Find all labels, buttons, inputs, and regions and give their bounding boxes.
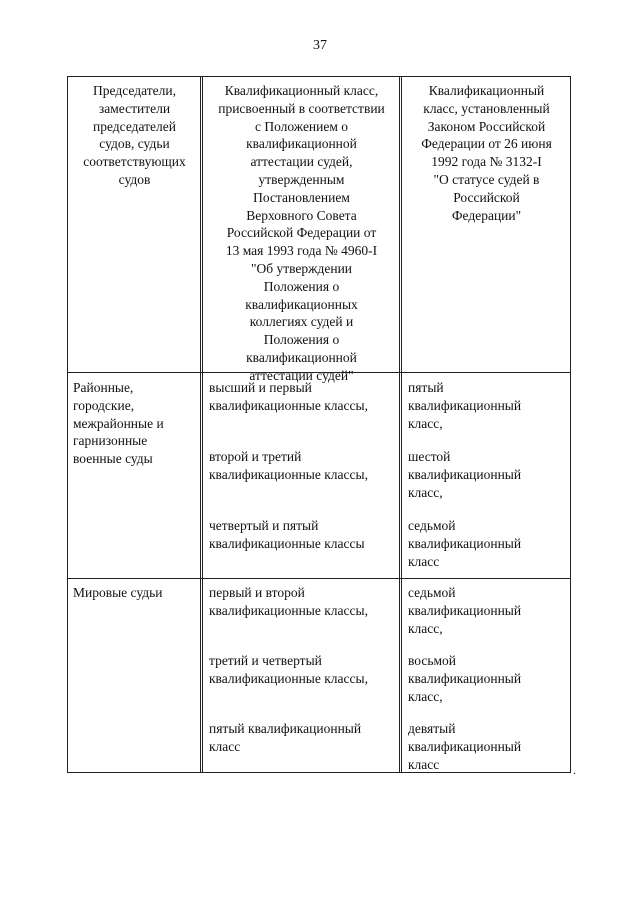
row-2-court-cell: Мировые судьи bbox=[73, 585, 163, 600]
row-2-old-class-3: пятый квалификационный класс bbox=[209, 721, 362, 754]
row-1-old-class-1: высший и первый квалификационные классы, bbox=[209, 380, 368, 413]
table-column-divider-2 bbox=[399, 76, 402, 773]
qualification-class-table bbox=[67, 76, 571, 773]
table-column-divider-1 bbox=[200, 76, 203, 773]
row-1-old-class-2: второй и третий квалификационные классы, bbox=[209, 449, 368, 482]
header-cell-new-class: Квалификационный класс, установленный Законом Российской Федерации от 26 июня 1992 года № 3132-I "О статусе судей в Российской Федерации" bbox=[421, 83, 552, 223]
trailing-period: . bbox=[573, 763, 576, 777]
row-1-new-class-3: седьмой квалификационный класс bbox=[408, 518, 522, 569]
table-row-divider bbox=[67, 578, 571, 579]
header-cell-courts: Председатели, заместители председателей судов, судьи соответствующих судов bbox=[83, 83, 186, 187]
row-1-old-class-3: четвертый и пятый квалификационные классы bbox=[209, 518, 365, 551]
row-2-new-class-1: седьмой квалификационный класс, bbox=[408, 585, 522, 636]
row-2-old-class-1: первый и второй квалификационные классы, bbox=[209, 585, 368, 618]
row-1-new-class-1: пятый квалификационный класс, bbox=[408, 380, 522, 431]
table-border-left bbox=[67, 76, 68, 773]
table-border-right bbox=[570, 76, 571, 773]
row-1-court-cell: Районные, городские, межрайонные и гарнизонные военные суды bbox=[73, 380, 164, 467]
row-1-new-class-2: шестой квалификационный класс, bbox=[408, 449, 522, 500]
page-number: 37 bbox=[313, 38, 327, 53]
row-2-new-class-2: восьмой квалификационный класс, bbox=[408, 653, 522, 704]
row-2-new-class-3: девятый квалификационный класс bbox=[408, 721, 522, 772]
header-cell-old-class: Квалификационный класс, присвоенный в соответствии с Положением о квалификационной аттестации судей, утвержденным Постановлением Верховного Совета Российской Федерации от 13 мая 1993 года № 4960-I "Об утверждении Положения о квалификационных коллегиях судей и Положения о квалификационной аттестации судей" bbox=[218, 83, 385, 383]
table-border-top bbox=[67, 76, 571, 77]
row-2-old-class-2: третий и четвертый квалификационные классы, bbox=[209, 653, 368, 686]
